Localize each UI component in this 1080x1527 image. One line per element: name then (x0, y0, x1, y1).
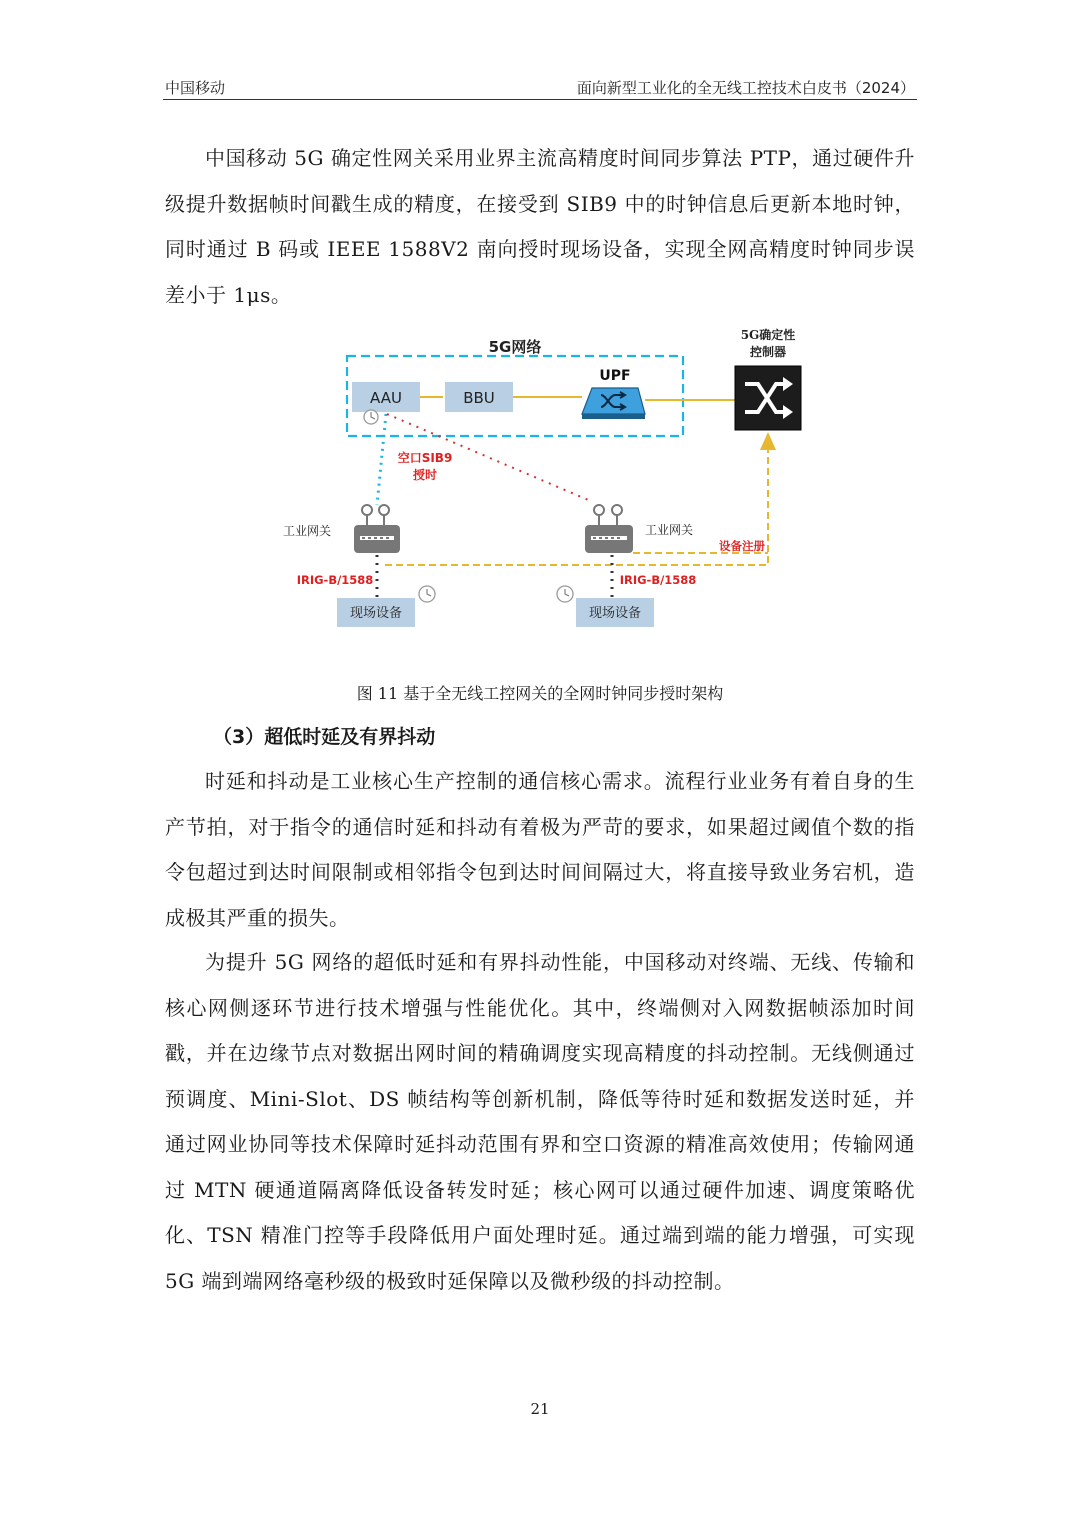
figure-diagram (265, 322, 825, 640)
irig-left-label: IRIG-B/1588 (296, 573, 374, 587)
gateway-left-label: 工业网关 (282, 524, 332, 538)
air-sib9-label-line2: 授时 (412, 468, 438, 482)
air-link-left (377, 414, 386, 505)
page-number: 21 (530, 1400, 550, 1418)
irig-right-label: IRIG-B/1588 (619, 573, 697, 587)
paragraph-1: 中国移动 5G 确定性网关采用业界主流高精度时间同步算法 PTP，通过硬件升级提升数据帧时间戳生成的精度，在接受到 SIB9 中的时钟信息后更新本地时钟，同时通过 B 码或 IEEE 1588V2 南向授时现场设备，实现全网高精度时钟同步误差小于 1μs。 (165, 146, 915, 307)
clock-icon (419, 586, 435, 602)
aau-label: AAU (370, 389, 402, 407)
controller-switch-icon (735, 366, 801, 430)
clock-icon (364, 410, 378, 424)
field-device-left-label: 现场设备 (349, 606, 403, 621)
gateway-left-icon (354, 505, 400, 553)
field-device-right-label: 现场设备 (588, 606, 642, 621)
bbu-label: BBU (463, 389, 495, 407)
controller-label-line2: 控制器 (749, 345, 787, 359)
section-heading: （3）超低时延及有界抖动 (213, 726, 436, 748)
5g-network-label: 5G网络 (488, 338, 542, 356)
controller-label-line1: 5G确定性 (740, 328, 796, 342)
header-right: 面向新型工业化的全无线工控技术白皮书（2024） (576, 79, 915, 97)
header-rule (163, 99, 917, 100)
figure-caption: 图 11 基于全无线工控网关的全网时钟同步授时架构 (356, 684, 724, 703)
gateway-right-label: 工业网关 (644, 523, 694, 537)
air-sib9-label-line1: 空口SIB9 (397, 451, 453, 465)
paragraph-3: 为提升 5G 网络的超低时延和有界抖动性能，中国移动对终端、无线、传输和核心网侧逐环节进行技术增强与性能优化。其中，终端侧对入网数据帧添加时间戳，并在边缘节点对数据出网时间的精确调度实现高精度的抖动控制。无线侧通过预调度、Mini-Slot、DS 帧结构等创新机制，降低等待时延和数据发送时延，并通过网业协同等技术保障时延抖动范围有界和空口资源的精准高效使用；传输网通过 MTN 硬通道隔离降低设备转发时延；核心网可以通过硬件加速、调度策略优化、TSN 精准门控等手段降低用户面处理时延。通过端到端的能力增强，可实现 5G 端到端网络毫秒级的极致时延保障以及微秒级的抖动控制。 (165, 950, 915, 1293)
paragraph-2: 时延和抖动是工业核心生产控制的通信核心需求。流程行业业务有着自身的生产节拍，对于指令的通信时延和抖动有着极为严苛的要求，如果超过阈值个数的指令包超过到达时间限制或相邻指令包到达时间间隔过大，将直接导致业务宕机，造成极其严重的损失。 (165, 769, 915, 930)
gateway-right-icon (585, 505, 633, 553)
upf-label: UPF (599, 368, 631, 384)
clock-icon (557, 586, 573, 602)
header-left: 中国移动 (165, 79, 226, 97)
upf-router-icon (582, 388, 645, 419)
device-registration-label: 设备注册 (719, 539, 765, 553)
